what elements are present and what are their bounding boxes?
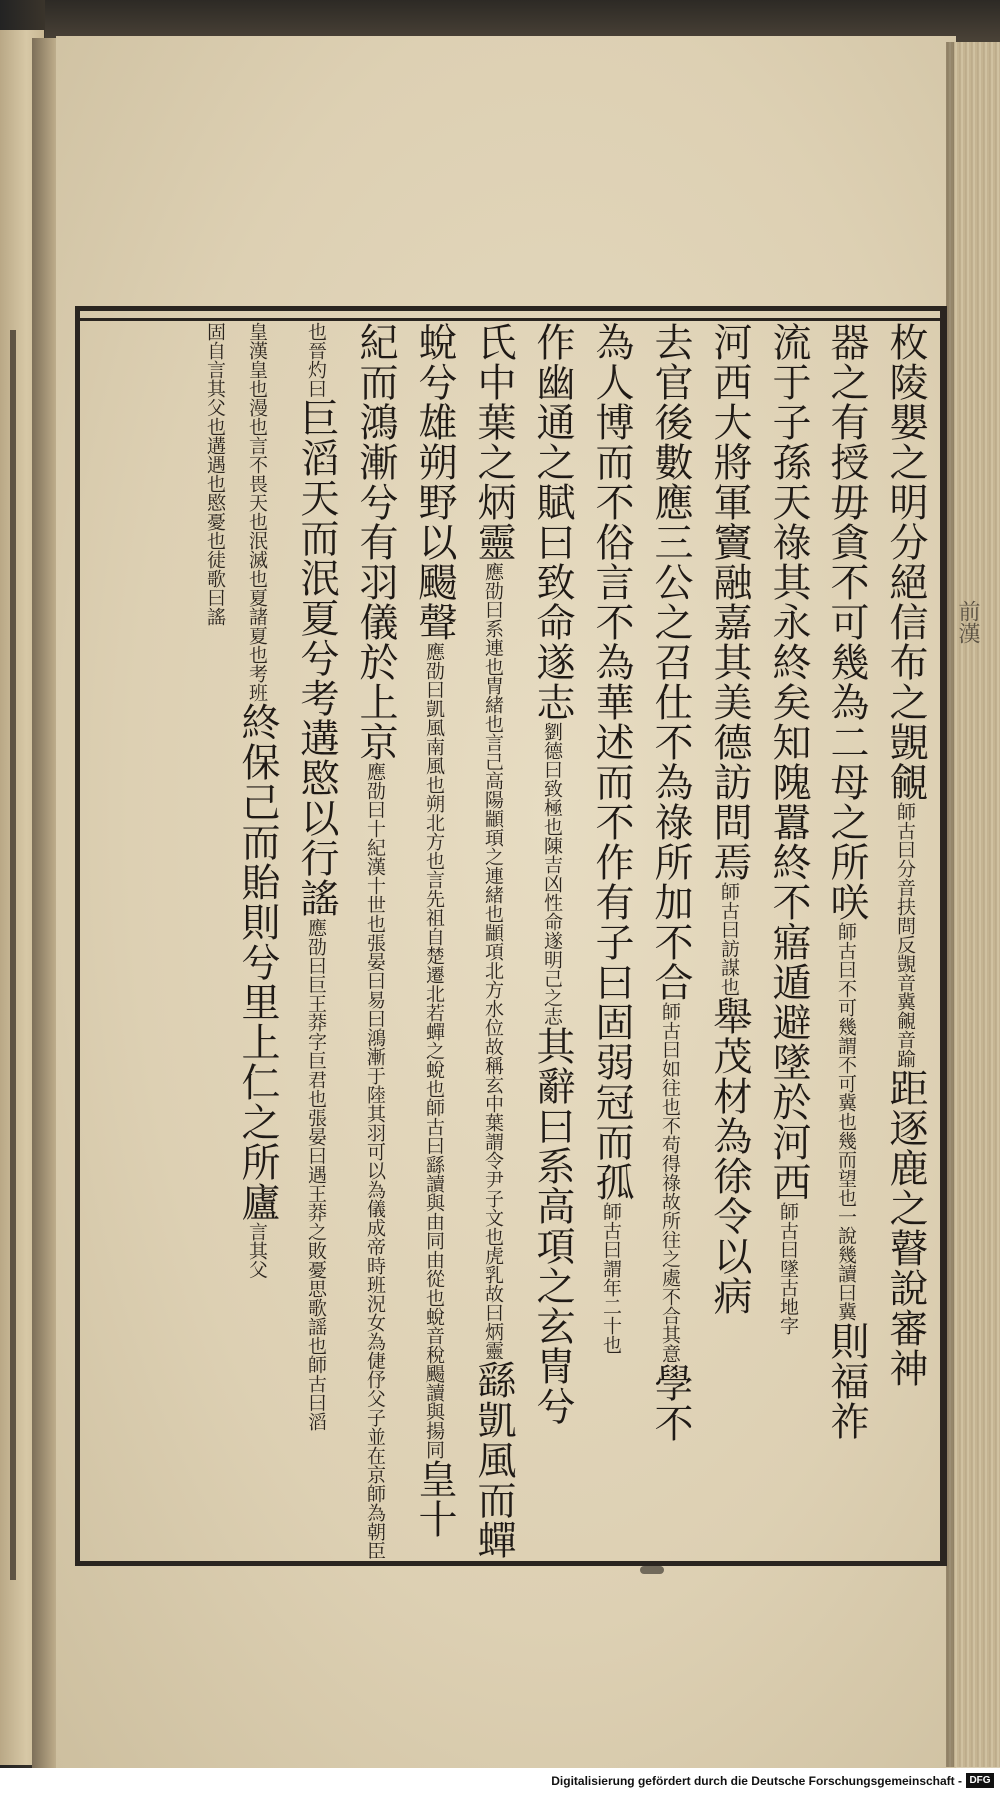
column-main-text: 作幽通之賦曰致命遂志	[530, 322, 575, 722]
text-column-10	[352, 322, 398, 1560]
column-main-text: 紀而鴻漸兮有羽儀於上京	[353, 322, 398, 762]
column-main-text: 為人博而不俗言不為華述而不作有子曰固弱冠而孤	[589, 322, 634, 1202]
column-annotation: 應劭曰十紀漢十世也張晏曰易曰鴻漸于陸其羽可以為儀成帝時班況女為倢伃父子並在京師為朝臣	[364, 762, 386, 1560]
column-annotation: 師古曰訪謀也	[718, 882, 740, 996]
column-tail-text: 終保己而貽則兮里上仁之所廬	[235, 702, 280, 1222]
text-frame-top-rule	[75, 318, 947, 321]
text-column-3	[765, 322, 811, 1560]
column-tail-text: 其辭曰系高項之玄冑兮	[530, 1026, 575, 1426]
previous-page-frame-rule	[10, 330, 16, 1580]
column-annotation: 應劭曰系連也冑緒也言己高陽顓頊之連緒也顓項北方水位故稱玄中葉謂令尹子文也虎乳故曰炳靈	[482, 562, 504, 1360]
footer-credit: Digitalisierung gefördert durch die Deutsche Forschungsgemeinschaft -	[551, 1774, 962, 1788]
page-edge-stack	[946, 42, 1000, 1767]
column-tail-text: 繇凱風而蟬	[471, 1360, 516, 1560]
text-column-4	[706, 322, 752, 1560]
column-annotation-2: 應劭曰巨王莽字巨君也張晏曰遇王莽之敗憂思歌謡也師古曰滔	[305, 918, 327, 1431]
column-annotation-b: 漫也言不畏天也泯滅也夏諸夏也考班	[246, 398, 268, 702]
text-column-9	[411, 322, 457, 1560]
page-stack-shadow	[946, 42, 954, 1767]
column-annotation: 劉德曰致極也陳吉凶性命遂明己之志	[541, 722, 563, 1026]
column-tail-text: 舉茂材為徐令以病	[707, 996, 752, 1316]
ink-mark	[640, 1566, 664, 1574]
column-annotation: 應劭曰凱風南風也朔北方也言先祖自楚遷北若蟬之蛻也師古曰繇讀與由同由從也蛻音稅颺讀與揚同	[423, 642, 445, 1459]
column-annotation: 也晉灼曰	[305, 322, 327, 398]
column-main-text: 蛻兮雄朔野以颺聲	[412, 322, 457, 642]
column-annotation: 固自言其父也遘遇也愍憂也徒歌曰謠	[204, 322, 226, 626]
column-tail-text: 學不	[648, 1363, 693, 1443]
column-annotation: 師古曰分音扶問反覬音冀覦音踰	[894, 802, 916, 1068]
text-column-2	[823, 322, 869, 1560]
text-column-1	[882, 322, 928, 1560]
column-main-text: 去官後數應三公之召仕不為祿所加不合	[648, 322, 693, 1002]
column-annotation: 師古曰墜古地字	[777, 1202, 799, 1335]
text-column-7	[529, 322, 575, 1560]
dfg-logo: DFG	[966, 1773, 994, 1788]
text-column-8	[470, 322, 516, 1560]
column-annotation: 皇漢皇也	[246, 322, 268, 398]
text-column-11	[293, 322, 339, 1560]
column-tail-text: 則福祚	[824, 1321, 869, 1441]
column-annotation-2: 言其父	[246, 1222, 268, 1279]
margin-title: 前漢	[955, 600, 980, 644]
column-tail-text: 巨滔天而泯夏兮考遘愍以行謠	[294, 398, 339, 918]
text-column-13	[190, 322, 226, 1560]
column-main-text: 流于子孫天祿其永終矣知隗囂終不寤遁避墜於河西	[766, 322, 811, 1202]
column-tail-text: 皇十	[412, 1459, 457, 1539]
column-tail-text: 距逐鹿之瞽說審神	[883, 1068, 928, 1388]
text-column-12	[234, 322, 280, 1560]
column-main-text: 氏中葉之炳靈	[471, 322, 516, 562]
column-main-text: 河西大將軍竇融嘉其美德訪問焉	[707, 322, 752, 882]
column-main-text: 枚陵嬰之明分絕信布之覬覦	[883, 322, 928, 802]
column-annotation: 師古曰謂年二十也	[600, 1202, 622, 1354]
column-annotation: 師古曰如往也不苟得祿故所往之處不合其意	[659, 1002, 681, 1363]
column-main-text: 器之有授毋貪不可幾為二母之所咲	[824, 322, 869, 922]
text-column-6	[588, 322, 634, 1560]
column-annotation: 師古曰不可幾謂不可冀也幾而望也一說幾讀曰冀	[835, 922, 857, 1321]
text-column-5	[647, 322, 693, 1560]
footer-bar	[0, 1768, 1000, 1794]
